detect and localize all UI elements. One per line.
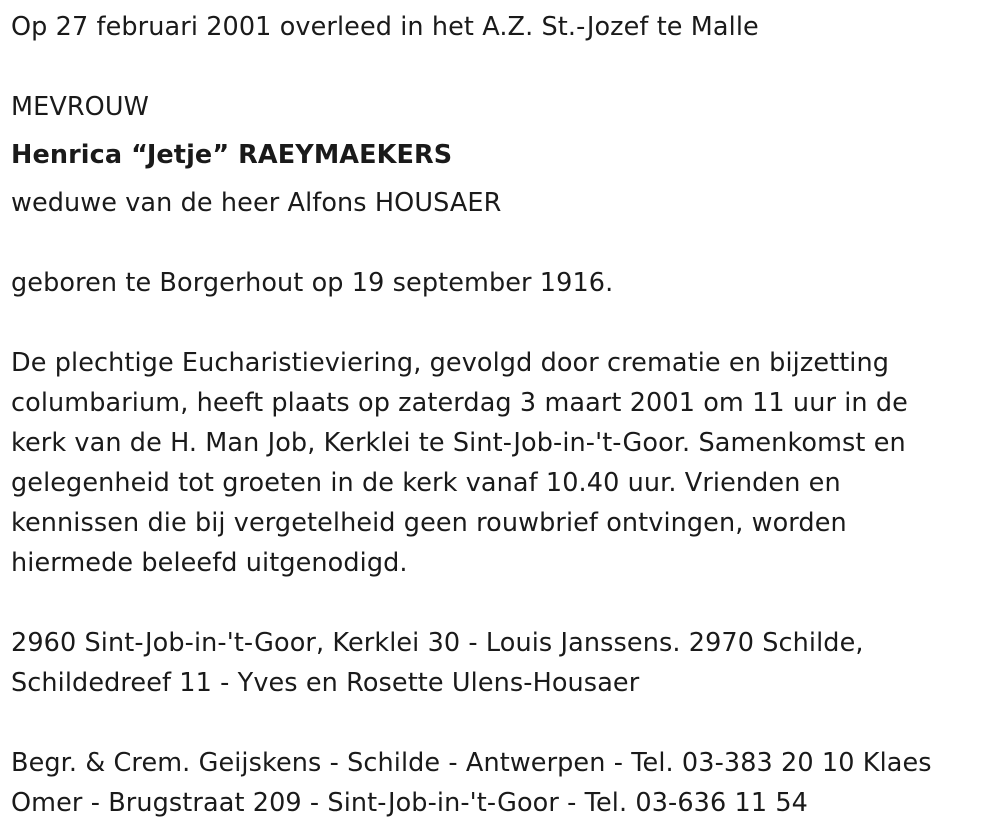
relation-line: weduwe van de heer Alfons HOUSAER <box>11 188 502 218</box>
honorific-title: MEVROUW <box>11 92 149 122</box>
spacer <box>11 583 986 623</box>
ceremony-line: kennissen die bij vergetelheid geen rouwbrief ontvingen, worden <box>11 508 847 538</box>
address-paragraph <box>11 623 986 703</box>
spacer <box>11 47 986 87</box>
undertaker-paragraph <box>11 743 986 823</box>
undertaker-line: Begr. & Crem. Geijskens - Schilde - Antwerpen - Tel. 03-383 20 10 Klaes <box>11 748 932 778</box>
intro-line: Op 27 februari 2001 overleed in het A.Z. St.-Jozef te Malle <box>11 12 759 42</box>
undertaker-line: Omer - Brugstraat 209 - Sint-Job-in-'t-Goor - Tel. 03-636 11 54 <box>11 788 808 818</box>
ceremony-line: columbarium, heeft plaats op zaterdag 3 maart 2001 om 11 uur in de <box>11 388 908 418</box>
spacer <box>11 223 986 263</box>
ceremony-paragraph <box>11 343 986 583</box>
address-line: 2960 Sint-Job-in-'t-Goor, Kerklei 30 - Louis Janssens. 2970 Schilde, <box>11 628 864 658</box>
ceremony-line: kerk van de H. Man Job, Kerklei te Sint-Job-in-'t-Goor. Samenkomst en <box>11 428 906 458</box>
ceremony-line: De plechtige Eucharistieviering, gevolgd door crematie en bijzetting <box>11 348 890 378</box>
ceremony-line: gelegenheid tot groeten in de kerk vanaf 10.40 uur. Vrienden en <box>11 468 841 498</box>
spacer <box>11 303 986 343</box>
spacer <box>11 703 986 743</box>
address-line: Schildedreef 11 - Yves en Rosette Ulens-Housaer <box>11 668 640 698</box>
ceremony-line: hiermede beleefd uitgenodigd. <box>11 548 408 578</box>
birth-line: geboren te Borgerhout op 19 september 1916. <box>11 268 614 298</box>
deceased-name: Henrica “Jetje” RAEYMAEKERS <box>11 140 453 170</box>
death-notice <box>11 7 986 823</box>
